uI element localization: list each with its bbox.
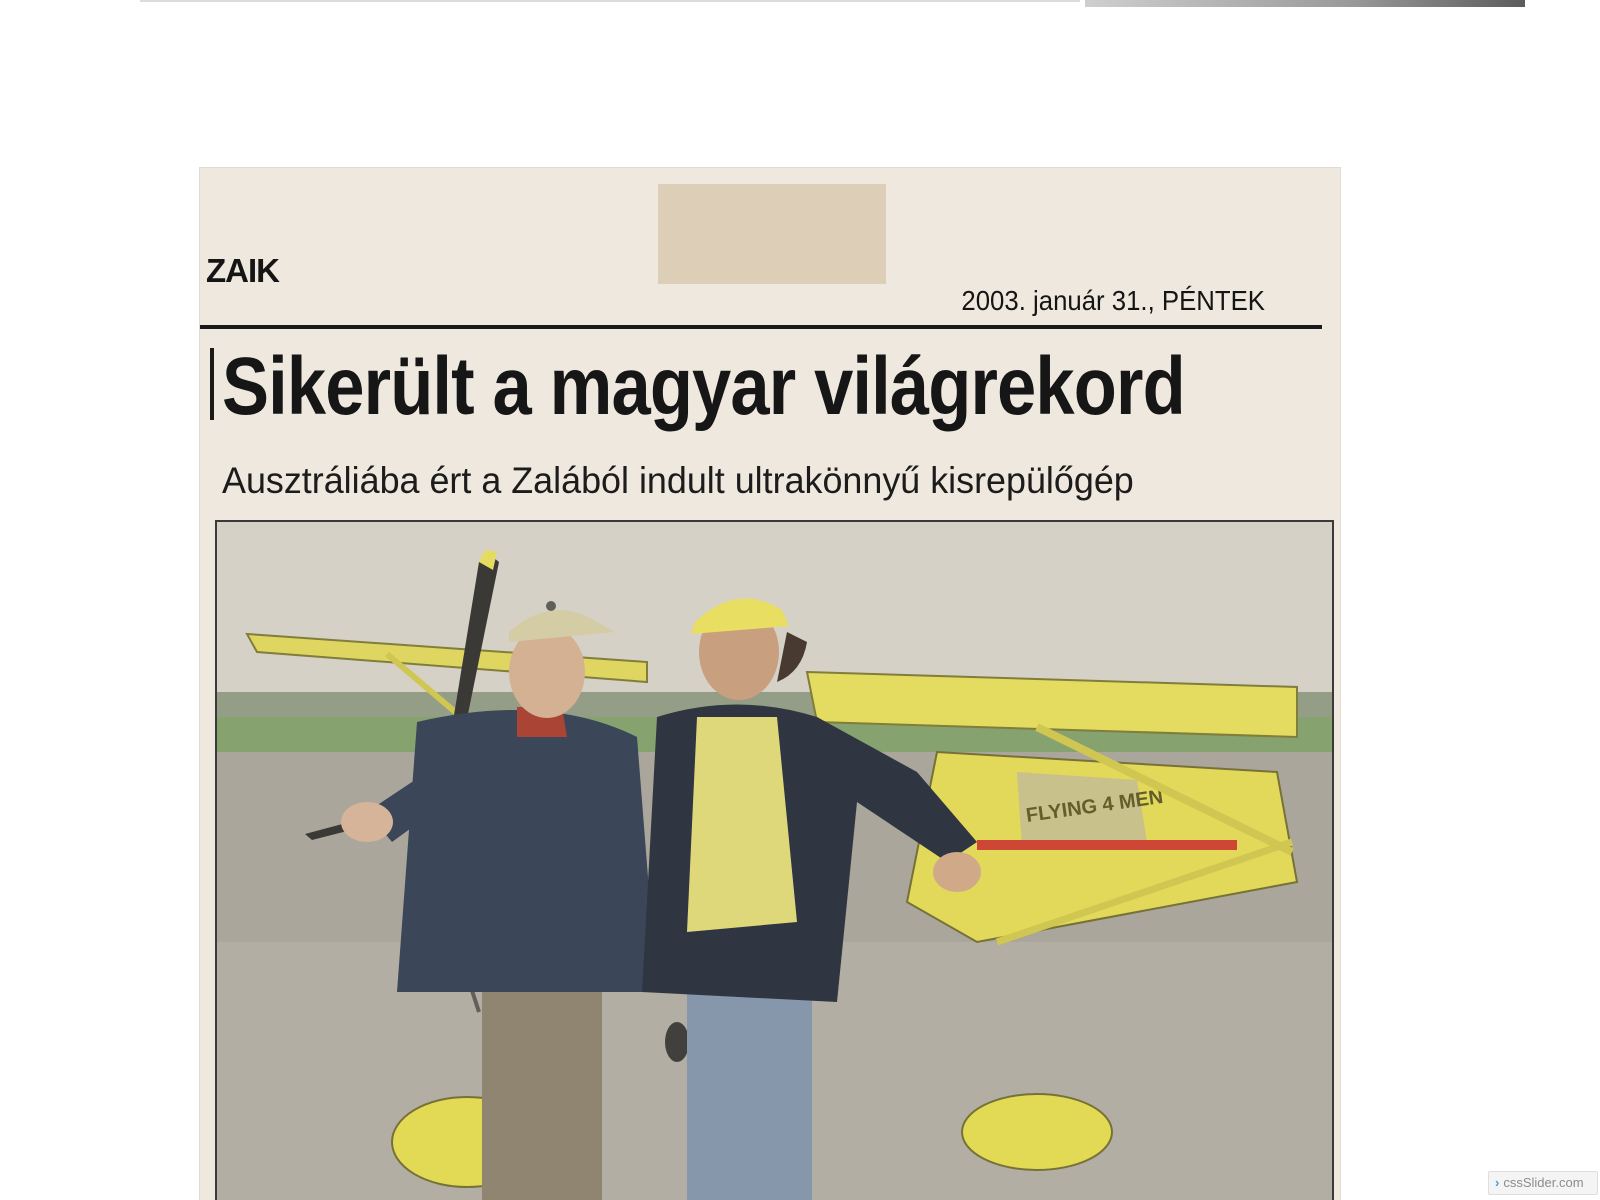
scan-edge: [140, 0, 1080, 2]
dateline: 2003. január 31., PÉNTEK: [961, 285, 1265, 316]
headline: Sikerült a magyar világrekord: [222, 341, 1185, 432]
newspaper-clipping: [200, 168, 1340, 1200]
photo-illustration: [217, 522, 1332, 1200]
section-label: ZAIK: [206, 252, 279, 289]
news-photo: [215, 520, 1334, 1200]
tape-strip: [658, 184, 886, 284]
fuselage-lettering: FLYING 4 MEN: [1024, 785, 1165, 827]
chevron-right-icon: ›: [1495, 1175, 1500, 1190]
subheadline: Ausztráliába ért a Zalából indult ultrakönnyű kisrepülőgép: [222, 460, 1134, 501]
scan-edge-dark: [1085, 0, 1525, 7]
watermark-badge[interactable]: [1488, 1171, 1598, 1195]
header-rule: [200, 325, 1322, 329]
watermark-text: cssSlider.com: [1503, 1175, 1584, 1190]
headline-bar: [210, 348, 214, 420]
